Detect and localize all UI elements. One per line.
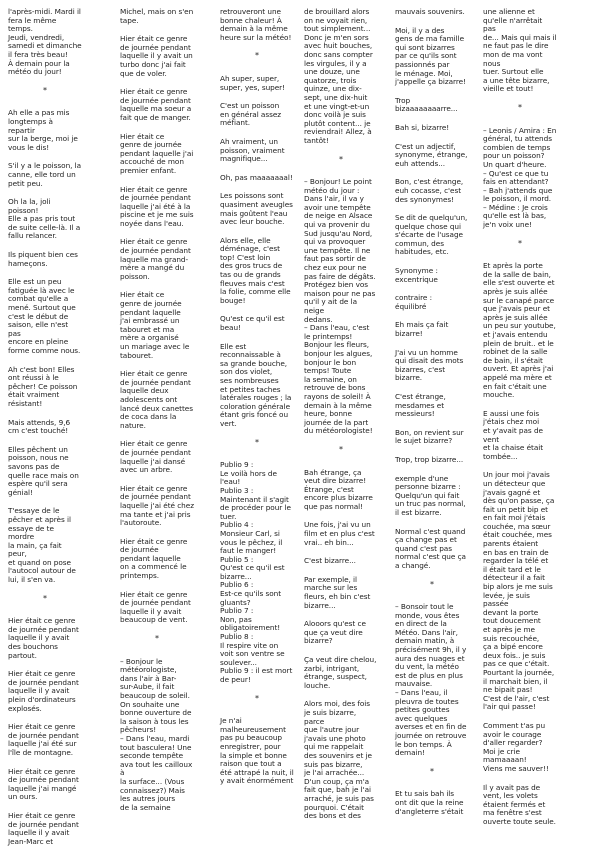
text-paragraph: Hier était ce genre de journée pendant laquelle j'ai accouché de mon premier enfant. bbox=[120, 131, 194, 175]
text-paragraph: Ah vraiment, un poisson, vraiment magnifique... bbox=[220, 136, 285, 164]
section-separator: * bbox=[255, 693, 259, 703]
text-paragraph: Synonyme : excentrique bbox=[395, 266, 438, 284]
text-paragraph: Et après la porte de la salle de bain, elle s'est ouverte et après je suis allée sur le canapé parce que j'avais peur et après je suis allée un peu sur youtube, et j'avais entendu plein de bruit.. et le robinet de la salle de bain, il s'était ouvert. Et après j'ai appelé ma mère et en fait c'était une mouche. bbox=[483, 261, 556, 400]
text-paragraph: Une fois, j'ai vu un film et en plus c'est vrai.. eh bin... bbox=[304, 520, 375, 547]
text-column-2 bbox=[120, 7, 194, 812]
section-separator: * bbox=[430, 766, 434, 776]
text-paragraph: Moi, il y a des gens de ma famille qui sont bizarres par ce qu'ils sont passionnés par le ménage. Moi, j'appelle ça bizarre! bbox=[395, 25, 466, 87]
text-paragraph: Publio 9 : Le voilà hors de l'eau! Publio 3 : Maintenant il s'agit de procéder pour le tuer. Publio 4 : Monsieur Carl, si vous le pêchez, il faut le manger! Publio 5 : Qu'est ce qu'il est bizarre... Publio 6 : Est-ce qu'ils sont gluants? Publio 7 : Non, pas obligatoirement! Publio 8 : Il respire vite on voit son ventre se soulever... Publio 9 : il est mort de peur! bbox=[220, 460, 293, 684]
text-paragraph: Bah étrange, ça veut dire bizarre! Étrange, c'est encore plus bizarre que pas normal! bbox=[304, 467, 373, 511]
section-separator: * bbox=[255, 51, 259, 61]
text-paragraph: Hier était ce genre de journée pendant laquelle il y avait des bouchons partout. bbox=[8, 616, 79, 660]
text-paragraph: Oh la la, joli poisson! Elle a pas pris tout de suite celle-là. Il a fallu relancer. bbox=[8, 197, 81, 241]
text-column-5 bbox=[395, 7, 469, 816]
text-column-1 bbox=[8, 7, 82, 846]
section-separator: * bbox=[339, 154, 343, 164]
text-paragraph: Hier était ce genre de journée pendant laquelle il y avait beaucoup de vent. bbox=[120, 589, 191, 625]
text-paragraph: Elle est reconnaissable à sa grande bouche, son dos violet, ses nombreuses et petites taches latérales rouges ; la coloration générale étant gris foncé ou vert. bbox=[220, 341, 292, 428]
text-paragraph: Mais attends, 9,6 cm c'est touché! bbox=[8, 417, 71, 436]
text-paragraph: J'ai vu un homme qui disait des mots bizarres, c'est bizarre. bbox=[395, 347, 464, 383]
text-paragraph: Il y avait pas de vent, les volets étaient fermés et ma fenêtre s'est ouverte toute seule. bbox=[483, 782, 556, 826]
text-paragraph: retrouveront une bonne chaleur! À demain à la même heure sur la météo! bbox=[220, 7, 292, 42]
text-paragraph: Hier était ce genre de journée pendant laquelle deux adolescents ont lancé deux canettes de coca dans la nature. bbox=[120, 369, 193, 430]
text-paragraph: Ça veut dire chelou, zarbi, intrigant, étrange, suspect, louche. bbox=[304, 655, 377, 690]
section-separator: * bbox=[255, 437, 259, 447]
text-paragraph: Alors elle, elle déménage, c'est top! C'est loin des gros trucs de tas ou de grands fleuves mais c'est la folie, comme elle bouge! bbox=[220, 235, 291, 305]
text-paragraph: exemple d'une personne bizarre : Quelqu'un qui fait un truc pas normal, il est bizarre. bbox=[395, 473, 466, 517]
text-paragraph: Hier était ce genre de journée pendant laquelle j'ai embrassé un tabouret et ma mère a organisé un mariage avec le tabouret. bbox=[120, 290, 190, 360]
text-paragraph: Elle est un peu fatiguée là avec le combat qu'elle a mené. Surtout que c'est le début de saison, elle n'est pas encore en pleine forme comme nous. bbox=[8, 277, 81, 355]
text-paragraph: Oh, pas maaaaaaal! bbox=[220, 172, 293, 182]
text-paragraph: Michel, mais on s'en tape. bbox=[120, 7, 194, 25]
text-paragraph: Hier était ce genre de journée pendant laquelle j'ai dansé avec un arbre. bbox=[120, 439, 191, 475]
section-separator: * bbox=[430, 579, 434, 589]
text-paragraph: Je n'ai malheureusement pas pu beaucoup enregistrer, pour la simple et bonne raison que tout a été attrapé la nuit, il y avait énormément bbox=[220, 716, 294, 786]
text-paragraph: – Bonjour le météorologiste, dans l'air à Bar- sur-Aube, il fait beaucoup de soleil. On souhaite une bonne ouverture de la saison à tous les pêcheurs! – Dans l'eau, mardi tout basculera! Une seconde tempête ava tout les cailloux à la surface... (Vous connaissez?) Mais les autres jours de la semaine bbox=[120, 656, 193, 812]
section-separator: * bbox=[43, 593, 47, 603]
text-paragraph: Ah c'est bon! Elles ont réussi à le pêcher! Ce poisson était vraiment résistant! bbox=[8, 364, 78, 408]
section-separator: * bbox=[518, 238, 522, 248]
text-column-4 bbox=[304, 7, 378, 821]
text-paragraph: C'est bizarre... bbox=[304, 556, 356, 566]
text-paragraph: E aussi une fois j'étais chez moi et y'avait pas de vent et la chaise était tombée... bbox=[483, 408, 544, 461]
text-paragraph: Trop, trop bizarre... bbox=[395, 454, 464, 464]
text-paragraph: Bon, on revient sur le sujet bizarre? bbox=[395, 427, 464, 446]
text-paragraph: Hier était ce genre de journée pendant laquelle j'ai été chez ma tante et j'ai pris l'autoroute. bbox=[120, 483, 194, 528]
section-separator: * bbox=[339, 444, 343, 454]
text-paragraph: – Bonjour! Le point météo du jour : Dans l'air, il va y avoir une tempête de neige en Alsace qui va provenir du Sud jusqu'au Nord, qui va provoquer une tempête. Il ne faut pas sortir de chez eux pour ne pas faire de dégâts. Protégez bien vos maison pour ne pas qu'il y ait de la neige dedans. – Dans l'eau, c'est le printemps! Bonjour les fleurs, bonjour les algues, bonjour le bon temps! Toute la semaine, on retrouve de bons rayons de soleil! À demain à la même heure, bonne journée de la part du météorologiste! bbox=[304, 177, 376, 436]
text-paragraph: Hier était ce genre de journée pendant laquelle il y avait un turbo donc j'ai fait que de voler. bbox=[120, 34, 193, 78]
text-paragraph: Eh mais ça fait bizarre! bbox=[395, 320, 449, 339]
text-paragraph: Hier était ce genre de journée pendant laquelle il y avait plein d'ordinateurs explosés. bbox=[8, 669, 79, 713]
text-paragraph: Trop bizaaaaaaaarre... bbox=[395, 95, 458, 114]
text-paragraph: Normal c'est quand ça change pas et quand c'est pas normal c'est que ça a changé. bbox=[395, 526, 466, 570]
text-paragraph: – Bonsoir tout le monde, vous êtes en direct de la Météo. Dans l'air, demain matin, à précisément 9h, il y aura des nuages et du vent, la météo est de plus en plus mauvaise. – Dans l'eau, il pleuvra de toutes petites gouttes avec quelques averses et en fin de journée on retrouve le bon temps. À demain! bbox=[395, 602, 467, 758]
text-paragraph: Bah si, bizarre! bbox=[395, 122, 450, 132]
section-separator: * bbox=[518, 102, 522, 112]
text-paragraph: Les poissons sont quasiment aveugles mais goûtent l'eau avec leur bouche. bbox=[220, 191, 293, 227]
text-paragraph: Hier était ce genre de journée pendant laquelle on a commencé le printemps. bbox=[120, 536, 188, 581]
text-paragraph: Elles pêchent un poisson, nous ne savons pas de quelle race mais on espère qu'il sera génial! bbox=[8, 444, 79, 497]
text-paragraph: de brouillard alors on ne voyait rien, tout simplement... Donc je m'en sors avec huit bouches, donc sans compter les virgules, il y a une douze, une quatorze, trois quinze, une dix- sept, une dix-huit et une vingt-et-un donc voilà je suis plutôt content... je reviendrai! Allez, à tantôt! bbox=[304, 7, 373, 145]
text-paragraph: Et tu sais bah ils ont dit que la reine d'angleterre s'était bbox=[395, 789, 464, 816]
text-paragraph: Comment t'as pu avoir le courage d'aller regarder? Moi je crie mamaaaan! Viens me sauver!! bbox=[483, 720, 549, 773]
text-paragraph: Ah super, super, super, yes, super! bbox=[220, 73, 286, 92]
text-paragraph: l'après-midi. Mardi il fera le même temps. Jeudi, vendredi, samedi et dimanche il fera très beau! À demain pour la météo du jour! bbox=[8, 7, 82, 77]
text-paragraph: Un jour moi j'avais un détecteur que j'avais gagné et dès qu'on passe, ça fait un petit bip et en fait moi j'étais couchée, ma sœur était couchée, mes parents étaient en bas en train de regarder la télé et il était tard et le détecteur il a fait bip alors je me suis levée, je suis passée devant la porte tout doucement et après je me suis recouchée, ça a bipé encore deux fois.. je suis pas ce que c'était. Pourtant la journée, il marchait bien, il ne bipait pas! C'est de l'air, c'est l'air qui passe! bbox=[483, 470, 555, 712]
section-separator: * bbox=[155, 634, 159, 644]
text-paragraph: Hier était ce genre de journée pendant laquelle ma soeur a fait que de manger. bbox=[120, 87, 192, 122]
text-paragraph: S'il y a le poisson, la canne, elle tord un petit peu. bbox=[8, 161, 82, 188]
text-paragraph: une alienne et qu'elle n'arrêtait pas de... Mais qui mais il ne faut pas le dire mon de ma vont nous tuer. Surtout elle a une tête bizarre, vieille et tout! bbox=[483, 7, 557, 94]
text-paragraph: Alors moi, des fois je suis bizarre, parce que l'autre jour j'avais une photo qui me rappelait des souvenirs et je suis pas bizarre, je l'ai arrachée... D'un coup, ça m'a fait que, bah je l'ai arraché, je suis pas pourquoi. C'était des bons et des bbox=[304, 699, 374, 821]
text-paragraph: Hier était ce genre de journée pendant laquelle j'ai été à la piscine et je me suis noyée dans l'eau. bbox=[120, 184, 194, 228]
text-paragraph: C'est un poisson en général assez méfiant. bbox=[220, 101, 282, 128]
text-column-3 bbox=[220, 8, 294, 788]
text-paragraph: C'est un adjectif, synonyme, étrange, euh attends... bbox=[395, 141, 468, 168]
text-paragraph: Alooors qu'est ce que ça veut dire bizarre? bbox=[304, 619, 366, 646]
text-paragraph: Se dit de quelqu'un, quelque chose qui s'écarte de l'usage commun, des habitudes, etc. bbox=[395, 213, 468, 257]
section-separator: * bbox=[43, 85, 47, 95]
text-paragraph: Hier était ce genre de journée pendant laquelle il y avait Jean-Marc et bbox=[8, 810, 79, 846]
text-paragraph: Qu'est ce qu'il est beau! bbox=[220, 314, 285, 333]
text-paragraph: Par exemple, il marche sur les fleurs, eh bin c'est bizarre... bbox=[304, 574, 371, 610]
text-paragraph: contraire : équilibré bbox=[395, 293, 433, 311]
text-paragraph: Hier était ce genre de journée pendant laquelle j'ai été sur l'île de montagne. bbox=[8, 722, 79, 757]
text-column-6 bbox=[483, 7, 557, 826]
text-paragraph: Ah elle a pas mis longtemps à repartir sur la berge, moi je vous le dis! bbox=[8, 108, 78, 152]
text-paragraph: Bon, c'est étrange, euh cocasse, c'est des synonymes! bbox=[395, 177, 464, 204]
text-paragraph: Ils piquent bien ces hameçons. bbox=[8, 250, 78, 268]
text-paragraph: C'est étrange, mesdames et messieurs! bbox=[395, 392, 446, 419]
text-paragraph: – Leonis / Amira : En général, tu attends combien de temps pour un poisson? Un quart d'heure. – Qu'est ce que tu fais en attendant? – Bah j'attends que le poisson, il mord. – Médine : Je crois qu'elle est là bas, je'n voix une! bbox=[483, 125, 557, 230]
text-paragraph: T'essaye de le pêcher et après il essaye de te mordre la main, ça fait peur, et quand on pose l'autocol autour de lui, il s'en va. bbox=[8, 506, 76, 585]
text-paragraph: Hier était ce genre de journée pendant laquelle ma grand- mère a mangé du poisson. bbox=[120, 237, 191, 281]
text-paragraph: Hier était ce genre de journée pendant laquelle j'ai mangé un ours. bbox=[8, 766, 79, 802]
text-paragraph: mauvais souvenirs. bbox=[395, 7, 465, 16]
